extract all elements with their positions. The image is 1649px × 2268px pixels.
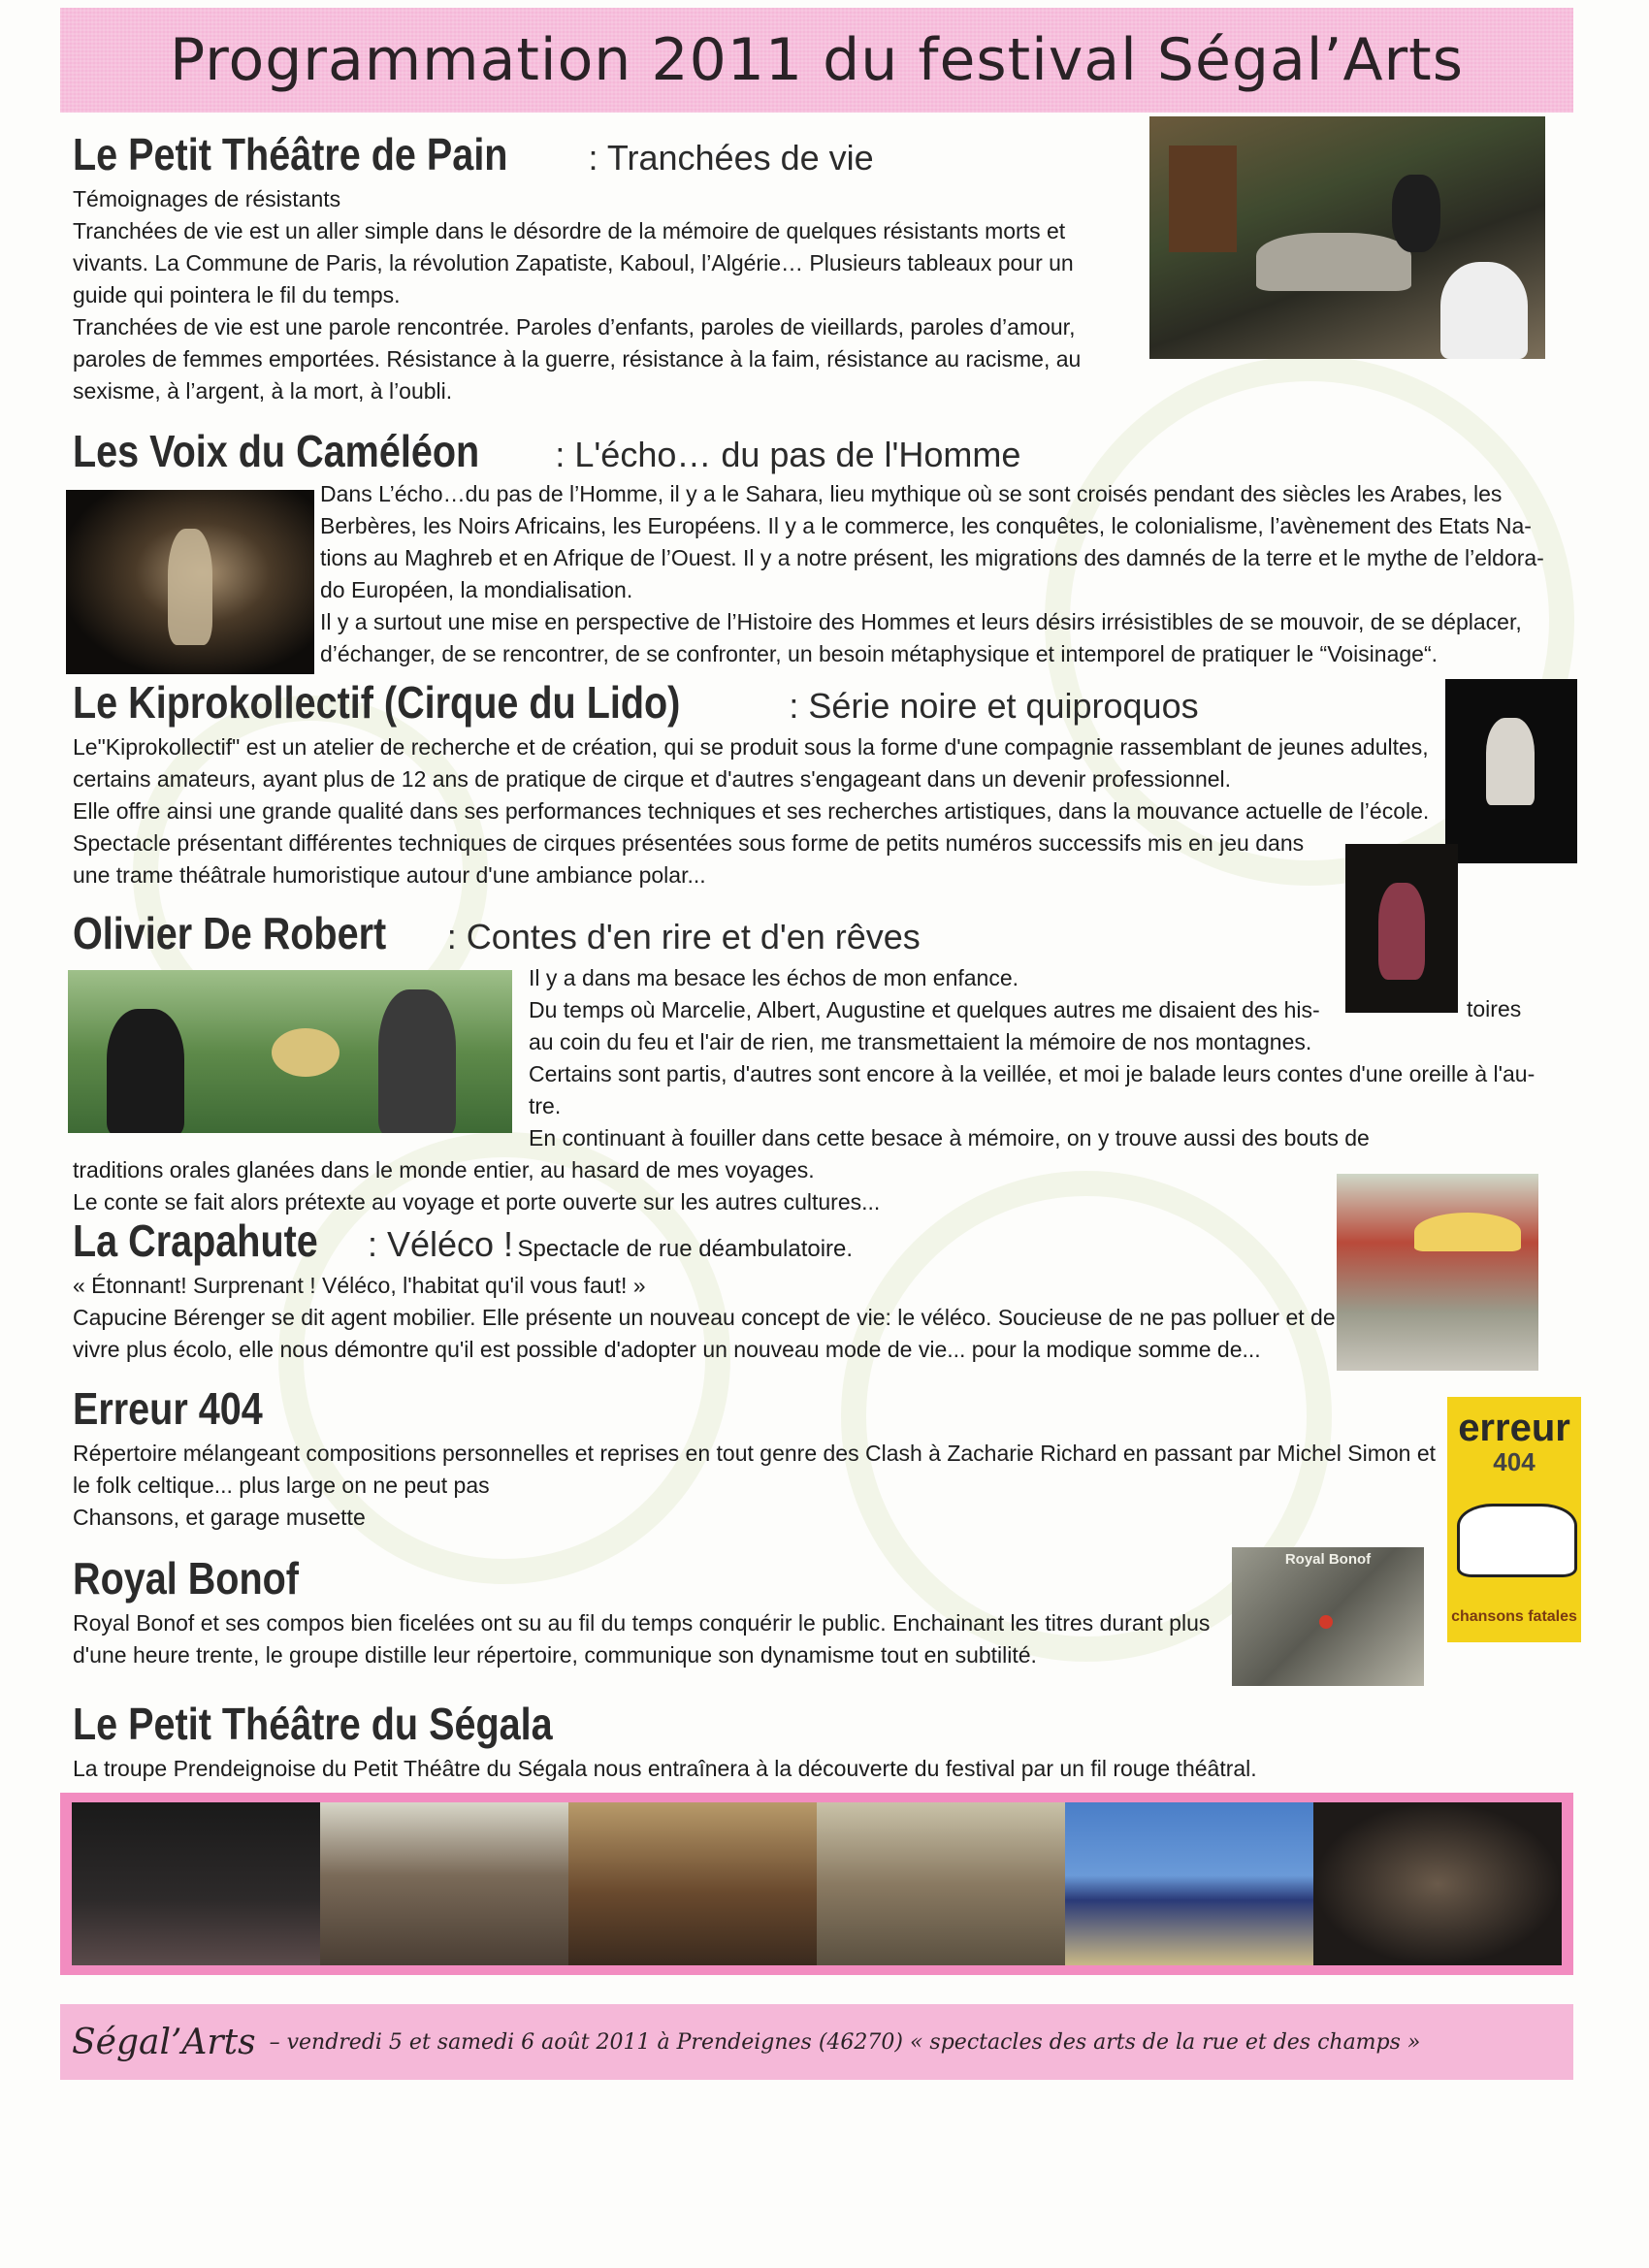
text-line: Elle offre ainsi une grande qualité dans ses performances techniques et ses recherches artistiques, dans la mouvance actuelle de l’école.: [73, 798, 1430, 825]
show-title: Contes d'en rire et d'en rêves: [466, 917, 921, 956]
text-line: le folk celtique... plus large on ne peut pas: [73, 1473, 490, 1499]
text-line: tions au Maghreb et en Afrique de l’Ouest. Il y a notre présent, les migrations des damnés de la terre et le mythe de l’eldora-: [320, 545, 1544, 570]
text-line: Le"Kiprokollectif" est un atelier de recherche et de création, qui se produit sous la forme d'une compagnie rassemblant de jeunes adultes,: [73, 734, 1429, 761]
act-olivier-de-robert-text: [529, 962, 1537, 1154]
act-name: Le Petit Théâtre de Pain: [73, 129, 508, 179]
text-line: do Européen, la mondialisation.: [320, 577, 633, 602]
photo-kiprokollectif-trapeze: [1445, 679, 1577, 863]
text-line-continuation: toires: [1467, 996, 1522, 1021]
text-line: au coin du feu et l'air de rien, me transmettaient la mémoire de nos montagnes.: [529, 1029, 1312, 1054]
photo-petit-theatre-de-pain: [1149, 116, 1545, 359]
text-line: Berbères, les Noirs Africains, les Européens. Il y a le commerce, les conquêtes, le colonialisme, l’avènement des Etats Na-: [320, 513, 1532, 538]
text-line: Royal Bonof et ses compos bien ficelées ont su au fil du temps conquérir le public. Enchainant les titres durant plus: [73, 1610, 1211, 1636]
photo-strip: [60, 1793, 1573, 1975]
act-name: Olivier De Robert: [73, 908, 387, 958]
act-name: La Crapahute: [73, 1215, 318, 1266]
page-title: Programmation 2011 du festival Ségal’Arts: [170, 26, 1464, 94]
act-erreur-404: [73, 1382, 1591, 1534]
text-line: d'une heure trente, le groupe distille leur répertoire, communique son dynamisme tout en subtilité.: [73, 1642, 1037, 1669]
text-line: Il y a dans ma besace les échos de mon enfance.: [529, 965, 1019, 990]
text-line: Tranchées de vie est un aller simple dans le désordre de la mémoire de quelques résistants morts et: [73, 218, 1066, 244]
text-line: Il y a surtout une mise en perspective de l’Histoire des Hommes et leurs désirs irrésistibles de se mouvoir, de se déplacer,: [320, 609, 1522, 634]
show-title: Véléco !: [386, 1224, 514, 1264]
strip-photo-tables: [817, 1802, 1065, 1965]
text-line: Le conte se fait alors prétexte au voyage et porte ouverte sur les autres cultures...: [73, 1189, 881, 1215]
photo-olivier-de-robert: [68, 970, 512, 1133]
act-name: Le Petit Théâtre du Ségala: [73, 1699, 553, 1749]
act-name: Le Kiprokollectif (Cirque du Lido): [73, 677, 681, 728]
text-line: une trame théâtrale humoristique autour d'une ambiance polar...: [73, 862, 706, 889]
text-line: traditions orales glanées dans le monde entier, au hasard de mes voyages.: [73, 1157, 815, 1183]
poster-number: 404: [1493, 1447, 1536, 1476]
text-line: Chansons, et garage musette: [73, 1505, 366, 1531]
text-line: Spectacle présentant différentes techniques de cirques présentées sous forme de petits numéros successifs mis en jeu dans: [73, 830, 1305, 857]
text-line: Tranchées de vie est une parole rencontrée. Paroles d’enfants, paroles de vieillards, paroles d’amour,: [73, 314, 1076, 340]
act-la-crapahute: La Crapahute : Véléco ! Spectacle de rue déambulatoire. « Étonnant! Surprenant ! Véléco, l'habitat qu'il vous faut! » Capucine Bérenger se dit agent mobilier. Elle présente un nouveau concept de vie: le véléco. Soucieuse de ne pas polluer et de vivre plus écolo, elle nous démontre qu'il est possible d'adopter un nouveau mode de vie... pour la modique somme de...: [73, 1215, 1591, 1366]
photo-voix-du-cameleon: [66, 490, 314, 674]
text-line: d’échanger, de se rencontrer, de se confronter, un besoin métaphysique et intemporel de pratiquer le “Voisinage“.: [320, 641, 1438, 666]
text-line: Certains sont partis, d'autres sont encore à la veillée, et moi je balade leurs contes d'une oreille à l'au-: [529, 1061, 1536, 1086]
act-name: Les Voix du Caméléon: [73, 426, 480, 476]
text-line: vivre plus écolo, elle nous démontre qu'il est possible d'adopter un nouveau mode de vie... pour la modique somme de...: [73, 1337, 1261, 1363]
show-note: Spectacle de rue déambulatoire.: [517, 1236, 854, 1262]
act-voix-du-cameleon: Les Voix du Caméléon : L'écho… du pas de l'Homme: [73, 425, 1591, 478]
poster-title: Royal Bonof: [1284, 1551, 1372, 1568]
poster-tagline: chansons fatales: [1451, 1608, 1577, 1625]
act-olivier-de-robert-text-full: [73, 1154, 1528, 1218]
act-petit-theatre-du-segala: [73, 1698, 1591, 1785]
title-banner: [60, 8, 1573, 113]
show-title: L'écho… du pas de l'Homme: [574, 435, 1021, 474]
strip-photo-tent: [568, 1802, 817, 1965]
text-line: La troupe Prendeignoise du Petit Théâtre du Ségala nous entraînera à la découverte du festival par un fil rouge théâtral.: [73, 1756, 1257, 1782]
text-line: En continuant à fouiller dans cette besace à mémoire, on y trouve aussi des bouts de: [529, 1125, 1370, 1150]
text-line: Dans L’écho…du pas de l’Homme, il y a le Sahara, lieu mythique où se sont croisés pendant des siècles les Arabes, les: [320, 481, 1503, 506]
act-name: Erreur 404: [73, 1383, 263, 1434]
strip-photo-dancer: [1313, 1802, 1562, 1965]
show-title: Tranchées de vie: [606, 138, 874, 178]
poster-royal-bonof: [1232, 1547, 1424, 1686]
text-line: Capucine Bérenger se dit agent mobilier. Elle présente un nouveau concept de vie: le véléco. Soucieuse de ne pas polluer et de: [73, 1305, 1336, 1331]
text-line: vivants. La Commune de Paris, la révolution Zapatiste, Kaboul, l’Algérie… Plusieurs tableaux pour un: [73, 250, 1074, 276]
act-kiprokollectif: Le Kiprokollectif (Cirque du Lido) : Série noire et quiproquos Le"Kiprokollectif" est un atelier de recherche et de création, qui se produit sous la forme d'une compagnie rassemblant de jeunes adultes, certains amateurs, ayant plus de 12 ans de pratique de cirque et d'autres s'engageant dans un devenir professionnel. Elle offre ainsi une grande qualité dans ses performances techniques et ses recherches artistiques, dans la mouvance actuelle de l’école. Spectacle présentant différentes techniques de cirques présentées sous forme de petits numéros successifs mis en jeu dans une trame théâtrale humoristique autour d'une ambiance polar...: [73, 676, 1591, 891]
footer-banner: [60, 2004, 1573, 2080]
footer-text: – vendredi 5 et samedi 6 août 2011 à Prendeignes (46270) « spectacles des arts de la rue et des champs »: [269, 2029, 1421, 2055]
photo-la-crapahute: [1337, 1174, 1538, 1371]
footer-brand: Ségal’Arts: [72, 2022, 256, 2062]
text-line: tre.: [529, 1093, 562, 1118]
show-title: Série noire et quiproquos: [808, 686, 1199, 726]
text-line: Répertoire mélangeant compositions personnelles et reprises en tout genre des Clash à Zacharie Richard en passant par Michel Simon et: [73, 1441, 1437, 1467]
text-line: paroles de femmes emportées. Résistance à la guerre, résistance à la faim, résistance au racisme, au: [73, 346, 1082, 373]
act-voix-du-cameleon-text: [320, 478, 1581, 670]
text-line: guide qui pointera le fil du temps.: [73, 282, 401, 308]
strip-photo-circus-tent: [1065, 1802, 1313, 1965]
strip-photo-crowd: [320, 1802, 568, 1965]
act-olivier-de-robert: Olivier De Robert : Contes d'en rire et d'en rêves: [73, 907, 1591, 960]
text-line: Témoignages de résistants: [73, 186, 341, 212]
text-line: sexisme, à l’argent, à la mort, à l’oubli.: [73, 378, 453, 405]
act-petit-theatre-de-pain: Le Petit Théâtre de Pain : Tranchées de vie Témoignages de résistants Tranchées de vie est un aller simple dans le désordre de la mémoire de quelques résistants morts et vivants. La Commune de Paris, la révolution Zapatiste, Kaboul, l’Algérie… Plusieurs tableaux pour un guide qui pointera le fil du temps. Tranchées de vie est une parole rencontrée. Paroles d’enfants, paroles de vieillards, paroles d’amour, paroles de femmes emportées. Résistance à la guerre, résistance à la faim, résistance au racisme, au sexisme, à l’argent, à la mort, à l’oubli.: [73, 128, 1591, 407]
text-line: « Étonnant! Surprenant ! Véléco, l'habitat qu'il vous faut! »: [73, 1273, 646, 1299]
text-line: certains amateurs, ayant plus de 12 ans de pratique de cirque et d'autres s'engageant dans un devenir professionnel.: [73, 766, 1232, 793]
text-line: Du temps où Marcelie, Albert, Augustine et quelques autres me disaient des his-: [529, 997, 1320, 1022]
poster-title: erreur: [1458, 1407, 1570, 1449]
act-name: Royal Bonof: [73, 1553, 299, 1604]
strip-photo-stage: [72, 1802, 320, 1965]
